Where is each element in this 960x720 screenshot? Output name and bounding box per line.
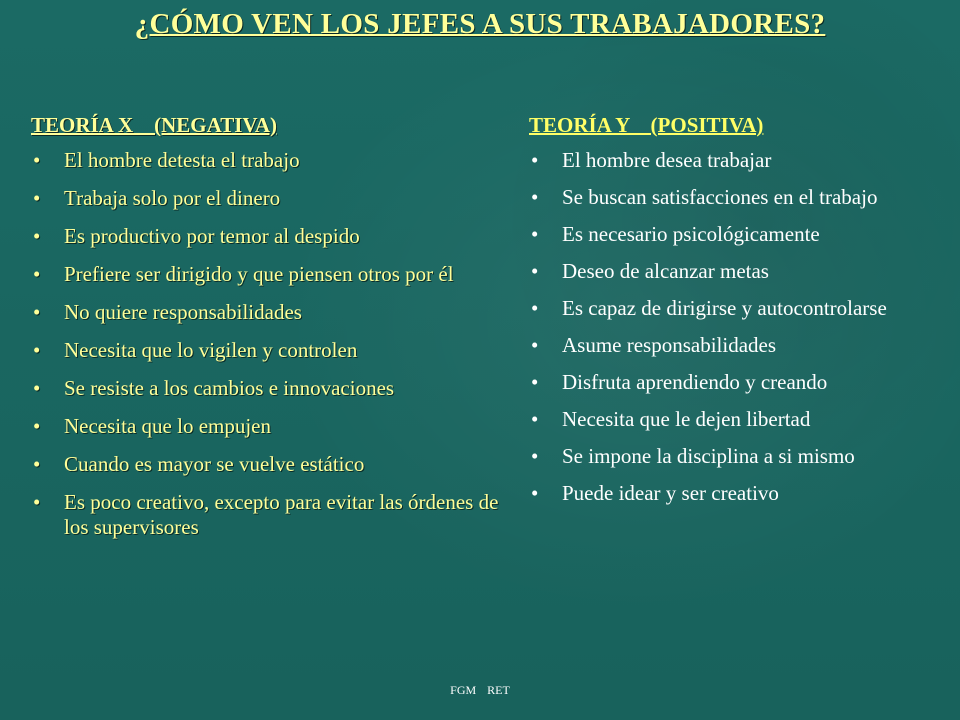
list-item-text: Deseo de alcanzar metas	[562, 259, 769, 283]
list-item	[529, 148, 939, 173]
list-item-text: Se impone la disciplina a si mismo	[562, 444, 855, 468]
list-item	[31, 148, 501, 173]
theory-y-list	[529, 148, 939, 506]
list-item-text: Cuando es mayor se vuelve estático	[64, 452, 365, 476]
theory-x-heading: TEORÍA X (NEGATIVA)	[31, 113, 278, 137]
list-item	[529, 185, 939, 210]
list-item	[31, 300, 501, 325]
list-item-text: Disfruta aprendiendo y creando	[562, 370, 828, 394]
list-item	[529, 481, 939, 506]
bullet-icon: •	[33, 338, 41, 362]
bullet-icon: •	[33, 452, 41, 476]
list-item-text: El hombre desea trabajar	[562, 148, 772, 172]
list-item-text: Prefiere ser dirigido y que piensen otros por él	[64, 262, 454, 286]
bullet-icon: •	[531, 444, 539, 468]
bullet-icon: •	[33, 414, 41, 438]
list-item-text: Necesita que le dejen libertad	[562, 407, 811, 431]
bullet-icon: •	[531, 481, 539, 505]
list-item	[31, 376, 501, 401]
list-item	[31, 186, 501, 211]
list-item-text: Trabaja solo por el dinero	[64, 186, 281, 210]
list-item-text: Se resiste a los cambios e innovaciones	[64, 376, 395, 400]
list-item-text: Puede idear y ser creativo	[562, 481, 779, 505]
list-item	[529, 222, 939, 247]
list-item-text: El hombre detesta el trabajo	[64, 148, 300, 172]
list-item-text: Necesita que lo empujen	[64, 414, 272, 438]
list-item-text: Asume responsabilidades	[562, 333, 777, 357]
theory-y-column	[529, 112, 939, 518]
theory-x-column	[31, 112, 501, 553]
bullet-icon: •	[33, 262, 41, 286]
list-item	[529, 444, 939, 469]
list-item	[31, 338, 501, 363]
bullet-icon: •	[33, 186, 41, 210]
list-item	[529, 333, 939, 358]
list-item	[529, 370, 939, 395]
bullet-icon: •	[531, 148, 539, 172]
list-item-text: Es productivo por temor al despido	[64, 224, 360, 248]
list-item-text: Es necesario psicológicamente	[562, 222, 820, 246]
bullet-icon: •	[531, 222, 539, 246]
list-item	[31, 224, 501, 249]
bullet-icon: •	[531, 407, 539, 431]
bullet-icon: •	[531, 333, 539, 357]
bullet-icon: •	[33, 224, 41, 248]
list-item	[31, 262, 501, 287]
list-item	[529, 259, 939, 284]
list-item	[31, 414, 501, 439]
slide-title: ¿CÓMO VEN LOS JEFES A SUS TRABAJADORES?	[134, 8, 826, 40]
list-item-text: No quiere responsabilidades	[64, 300, 302, 324]
theory-y-heading: TEORÍA Y (POSITIVA)	[529, 113, 764, 137]
bullet-icon: •	[33, 490, 41, 514]
bullet-icon: •	[531, 370, 539, 394]
list-item-text: Necesita que lo vigilen y controlen	[64, 338, 358, 362]
list-item-text: Se buscan satisfacciones en el trabajo	[562, 185, 878, 209]
bullet-icon: •	[33, 376, 41, 400]
list-item-text: Es poco creativo, excepto para evitar las órdenes de los supervisores	[64, 490, 499, 539]
bullet-icon: •	[531, 296, 539, 320]
bullet-icon: •	[531, 259, 539, 283]
list-item	[31, 452, 501, 477]
list-item	[529, 296, 939, 321]
theory-x-list	[31, 148, 501, 540]
bullet-icon: •	[33, 148, 41, 172]
list-item-text: Es capaz de dirigirse y autocontrolarse	[562, 296, 887, 320]
list-item	[31, 490, 501, 540]
bullet-icon: •	[33, 300, 41, 324]
bullet-icon: •	[531, 185, 539, 209]
footer-text: FGM RET	[450, 683, 510, 697]
list-item	[529, 407, 939, 432]
